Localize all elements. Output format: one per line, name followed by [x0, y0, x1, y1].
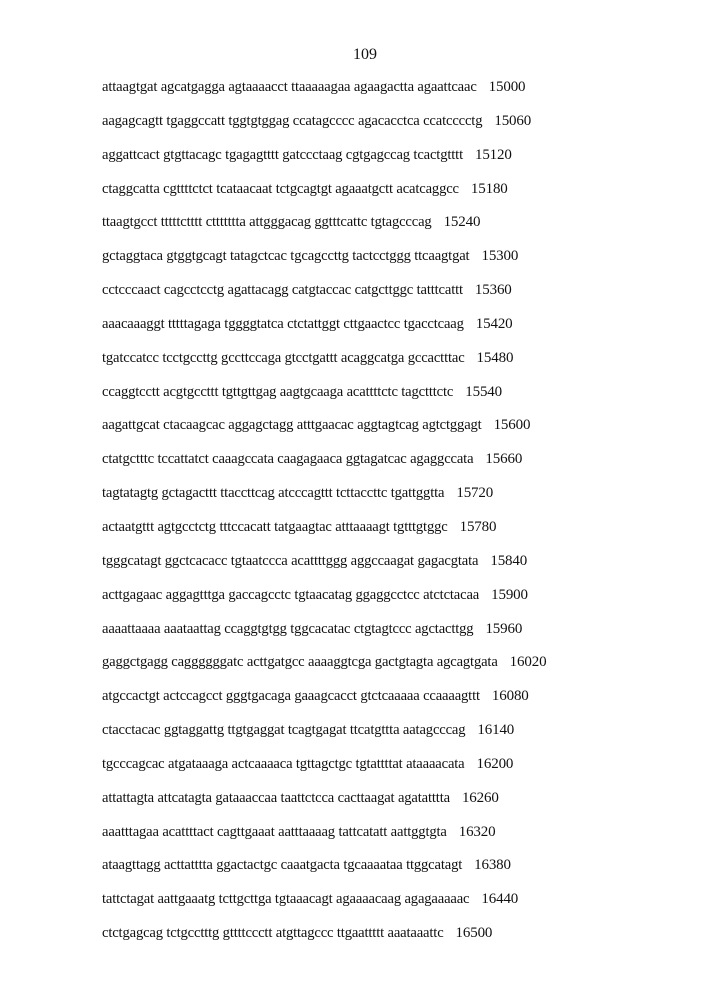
sequence-position: 16500 — [455, 925, 493, 942]
sequence-row — [102, 517, 702, 551]
sequence-row — [102, 145, 702, 179]
sequence-text: ataagttagg acttatttta ggactactgc caaatgacta tgcaaaataa ttggcatagt — [102, 857, 463, 874]
sequence-row — [102, 314, 702, 348]
sequence-position: 15600 — [493, 417, 531, 434]
sequence-position: 15900 — [491, 586, 528, 603]
sequence-text: tgggcatagt ggctcacacc tgtaatccca acattttggg aggccaagat gagacgtata — [102, 552, 479, 569]
sequence-row — [102, 111, 702, 145]
sequence-text: cctcccaact cagcctcctg agattacagg catgtaccac catgcttggc tatttcattt — [102, 282, 463, 299]
sequence-text: atgccactgt actccagcct gggtgacaga gaaagcacct gtctcaaaaa ccaaaagttt — [102, 688, 480, 705]
sequence-row — [102, 754, 702, 788]
sequence-row — [102, 686, 702, 720]
sequence-position: 16320 — [458, 823, 496, 840]
sequence-text: attaagtgat agcatgagga agtaaaacct ttaaaaagaa agaagactta agaattcaac — [102, 79, 477, 95]
sequence-position: 15720 — [456, 485, 494, 502]
sequence-row — [102, 348, 702, 382]
sequence-text: aagattgcat ctacaagcac aggagctagg atttgaacac aggtagtcag agtctggagt — [102, 417, 482, 434]
page-number: 109 — [353, 46, 377, 63]
sequence-text: tagtatagtg gctagacttt ttaccttcag atcccagttt tcttaccttc tgattggtta — [102, 485, 445, 502]
sequence-position: 15180 — [470, 180, 508, 197]
sequence-text: ctacctacac ggtaggattg ttgtgaggat tcagtgagat ttcatgttta aatagcccag — [102, 722, 466, 739]
sequence-row — [102, 551, 702, 585]
sequence-row — [102, 212, 702, 246]
sequence-position: 15780 — [459, 518, 497, 535]
sequence-text: aaatttagaa acattttact cagttgaaat aatttaaaag tattcatatt aattggtgta — [102, 823, 447, 840]
sequence-row — [102, 652, 702, 686]
sequence-row — [102, 179, 702, 213]
sequence-position: 15420 — [475, 315, 513, 332]
sequence-text: ctctgagcag tctgcctttg gttttccctt atgttagccc ttgaattttt aaataaattc — [102, 925, 444, 942]
sequence-text: actaatgttt agtgcctctg tttccacatt tatgaagtac atttaaaagt tgtttgtggc — [102, 518, 448, 535]
sequence-row — [102, 585, 702, 619]
sequence-text: ccaggtcctt acgtgccttt tgttgttgag aagtgcaaga acattttctc tagctttctc — [102, 383, 454, 400]
sequence-row — [102, 483, 702, 517]
sequence-row — [102, 246, 702, 280]
sequence-position: 15300 — [481, 248, 519, 265]
sequence-row — [102, 415, 702, 449]
sequence-position: 15120 — [474, 146, 512, 163]
sequence-row — [102, 822, 702, 856]
sequence-text: gctaggtaca gtggtgcagt tatagctcac tgcagccttg tactcctggg ttcaagtgat — [102, 248, 470, 265]
sequence-row — [102, 923, 702, 957]
sequence-row — [102, 619, 702, 653]
sequence-position: 15360 — [474, 282, 512, 299]
sequence-position: 15480 — [476, 349, 514, 366]
sequence-text: ctaggcatta cgttttctct tcataacaat tctgcagtgt agaaatgctt acatcaggcc — [102, 180, 459, 197]
sequence-text: ctatgctttc tccattatct caaagccata caagagaaca ggtagatcac agaggccata — [102, 451, 474, 468]
sequence-position: 16020 — [509, 654, 547, 671]
sequence-position: 15540 — [465, 383, 503, 400]
sequence-row — [102, 382, 702, 416]
sequence-position: 16440 — [481, 891, 519, 908]
sequence-row — [102, 77, 702, 111]
sequence-position: 15000 — [488, 79, 526, 95]
sequence-row — [102, 889, 702, 923]
sequence-text: gaggctgagg caggggggatc acttgatgcc aaaaggtcga gactgtagta agcagtgata — [102, 654, 498, 671]
sequence-position: 15240 — [443, 214, 481, 231]
sequence-position: 16380 — [474, 857, 511, 874]
sequence-text: aaaattaaaa aaataattag ccaggtgtgg tggcacatac ctgtagtccc agctacttgg — [102, 620, 474, 637]
sequence-text: aaacaaaggt tttttagaga tggggtatca ctctattggt cttgaactcc tgacctcaag — [102, 315, 464, 332]
sequence-text: aggattcact gtgttacagc tgagagtttt gatccctaag cgtgagccag tcactgtttt — [102, 146, 463, 163]
sequence-position: 16260 — [461, 789, 499, 806]
sequence-position: 16200 — [476, 755, 514, 772]
sequence-row — [102, 720, 702, 754]
sequence-row — [102, 855, 702, 889]
sequence-text: acttgagaac aggagtttga gaccagcctc tgtaacatag ggaggcctcc atctctacaa — [102, 586, 480, 603]
sequence-position: 16140 — [477, 722, 515, 739]
sequence-position: 15840 — [490, 552, 528, 569]
sequence-text: ttaagtgcct tttttctttt cttttttta attgggacag ggtttcattc tgtagcccag — [102, 214, 432, 231]
sequence-row — [102, 788, 702, 822]
sequence-position: 16080 — [491, 688, 529, 705]
sequence-listing — [102, 77, 702, 957]
sequence-position: 15660 — [485, 451, 523, 468]
sequence-text: attattagta attcatagta gataaaccaa taattctcca cacttaagat agatatttta — [102, 789, 450, 806]
sequence-row — [102, 449, 702, 483]
sequence-text: tattctagat aattgaaatg tcttgcttga tgtaaacagt agaaaacaag agagaaaaac — [102, 891, 470, 908]
sequence-text: aagagcagtt tgaggccatt tggtgtggag ccatagcccc agacacctca ccatcccctg — [102, 112, 483, 129]
sequence-text: tgcccagcac atgataaaga actcaaaaca tgttagctgc tgtattttat ataaaacata — [102, 755, 465, 772]
sequence-text: tgatccatcc tcctgccttg gccttccaga gtcctgattt acaggcatga gccactttac — [102, 349, 465, 366]
sequence-row — [102, 280, 702, 314]
sequence-position: 15960 — [485, 620, 523, 637]
sequence-position: 15060 — [494, 112, 532, 129]
